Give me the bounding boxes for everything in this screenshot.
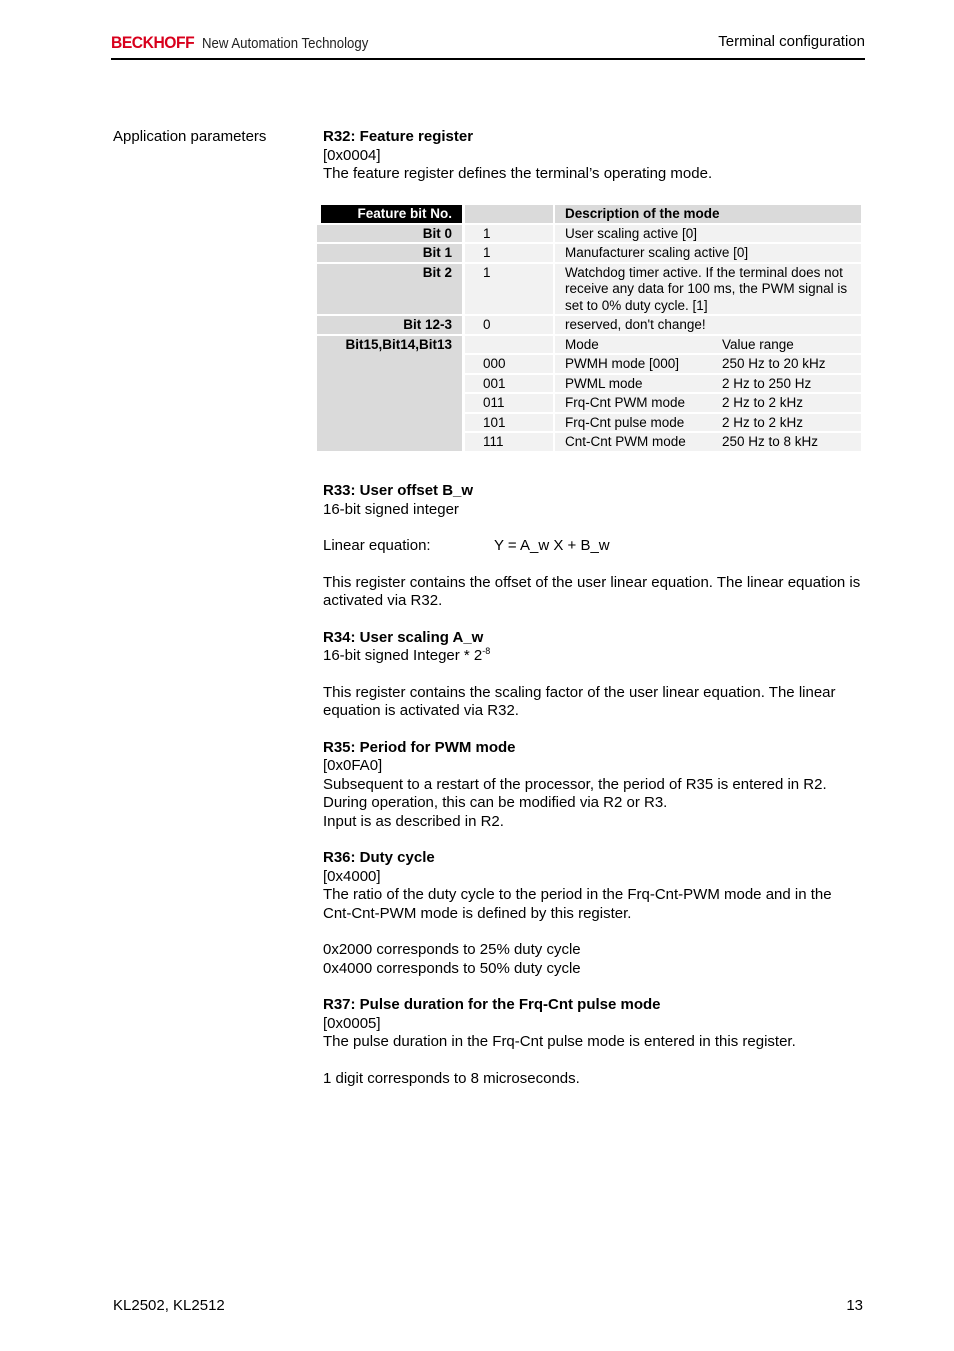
footer-page-number: 13 bbox=[846, 1297, 863, 1314]
logo-tagline: New Automation Technology bbox=[201, 35, 368, 52]
mode-bits-cell: Bit15,Bit14,Bit13 bbox=[317, 336, 465, 451]
r37-description: The pulse duration in the Frq-Cnt pulse mode is entered in this register. bbox=[323, 1033, 796, 1050]
r36-example-2: 0x4000 corresponds to 50% duty cycle bbox=[323, 959, 581, 977]
r34-type bbox=[323, 647, 863, 666]
r34-block bbox=[323, 629, 863, 721]
table-row bbox=[317, 225, 861, 243]
r37-title: R37: Pulse duration for the Frq-Cnt pulse mode bbox=[323, 996, 661, 1013]
r35-block bbox=[323, 739, 863, 832]
register-descriptions bbox=[323, 482, 863, 1106]
eq-label: Linear equation: bbox=[323, 537, 431, 554]
value-cell: 1 bbox=[465, 244, 555, 262]
r34-description: This register contains the scaling factor of the user linear equation. The linear equation is activated via R32. bbox=[323, 683, 836, 719]
r34-title: R34: User scaling A_w bbox=[323, 628, 484, 646]
header-description: Description of the mode bbox=[555, 205, 861, 223]
r34-exponent: -8 bbox=[482, 646, 491, 656]
bit-cell: Bit 2 bbox=[317, 264, 465, 315]
r33-block bbox=[323, 482, 863, 611]
mode-code: 101 bbox=[465, 414, 555, 432]
side-label: Application parameters bbox=[113, 128, 267, 145]
r32-title: R32: Feature register bbox=[323, 128, 474, 145]
mode-cell bbox=[555, 355, 861, 373]
description-cell: reserved, don't change! bbox=[555, 316, 861, 334]
mode-range: 2 Hz to 250 Hz bbox=[722, 375, 812, 391]
r35-line1: Subsequent to a restart of the processor, the period of R35 is entered in R2. bbox=[323, 775, 827, 793]
mode-code: 011 bbox=[465, 394, 555, 412]
table-row bbox=[317, 244, 861, 262]
value-cell: 1 bbox=[465, 264, 555, 315]
mode-code: 111 bbox=[465, 433, 555, 451]
mode-cell bbox=[555, 375, 861, 393]
r37-block bbox=[323, 996, 863, 1088]
page-header bbox=[111, 30, 865, 60]
mode-range: 2 Hz to 2 kHz bbox=[722, 395, 804, 410]
r33-description: This register contains the offset of the user linear equation. The linear equation is activated via R32. bbox=[323, 573, 861, 609]
mode-cell bbox=[555, 433, 861, 451]
r33-type: 16-bit signed integer bbox=[323, 500, 459, 518]
mode-code: 000 bbox=[465, 355, 555, 373]
range-header: Value range bbox=[722, 336, 794, 352]
mode-range: 250 Hz to 8 kHz bbox=[722, 434, 819, 449]
mode-header: Mode bbox=[565, 336, 599, 352]
bit-cell: Bit 1 bbox=[317, 244, 465, 262]
mode-header-row bbox=[317, 336, 861, 354]
logo-brand: BECKHOFF bbox=[111, 33, 195, 52]
footer-product: KL2502, KL2512 bbox=[113, 1297, 225, 1314]
r32-default: [0x0004] bbox=[323, 146, 381, 164]
description-cell: User scaling active [0] bbox=[555, 225, 861, 243]
linear-equation bbox=[323, 537, 863, 556]
mode-cell bbox=[555, 394, 861, 412]
r34-type-text: 16-bit signed Integer * 2 bbox=[323, 647, 483, 664]
eq-formula: Y = A_w X + B_w bbox=[494, 537, 610, 554]
mode-name: Frq-Cnt pulse mode bbox=[565, 414, 685, 430]
r33-title: R33: User offset B_w bbox=[323, 482, 474, 499]
mode-header-cell bbox=[555, 336, 861, 354]
bit-cell: Bit 12-3 bbox=[317, 316, 465, 334]
table-row bbox=[317, 316, 861, 334]
r35-line2: During operation, this can be modified via R2 or R3. bbox=[323, 794, 668, 811]
bit-cell: Bit 0 bbox=[317, 225, 465, 243]
r36-description: The ratio of the duty cycle to the period in the Frq-Cnt-PWM mode and in the Cnt-Cnt-PWM mode is defined by this register. bbox=[323, 886, 832, 922]
r32-block bbox=[323, 128, 863, 184]
value-cell: 0 bbox=[465, 316, 555, 334]
r37-note: 1 digit corresponds to 8 microseconds. bbox=[323, 1069, 580, 1087]
mode-name: PWMH mode [000] bbox=[565, 356, 680, 371]
table-header-row bbox=[317, 205, 861, 223]
description-cell: Watchdog timer active. If the terminal does not receive any data for 100 ms, the PWM signal is set to 0% duty cycle. [1] bbox=[555, 264, 861, 315]
mode-cell bbox=[555, 414, 861, 432]
beckhoff-logo bbox=[111, 33, 391, 53]
table-row bbox=[317, 264, 861, 315]
section-title: Terminal configuration bbox=[718, 33, 865, 50]
header-bit: Feature bit No. bbox=[317, 205, 465, 223]
mode-code: 001 bbox=[465, 375, 555, 393]
value-cell: 1 bbox=[465, 225, 555, 243]
mode-range: 250 Hz to 20 kHz bbox=[722, 356, 826, 371]
description-cell: Manufacturer scaling active [0] bbox=[555, 244, 861, 262]
r35-line3: Input is as described in R2. bbox=[323, 812, 504, 830]
mode-range: 2 Hz to 2 kHz bbox=[722, 414, 804, 430]
r36-block bbox=[323, 849, 863, 978]
r35-title: R35: Period for PWM mode bbox=[323, 738, 516, 756]
header-value bbox=[465, 205, 555, 223]
r36-example-1: 0x2000 corresponds to 25% duty cycle bbox=[323, 941, 581, 958]
mode-name: PWML mode bbox=[565, 375, 643, 391]
feature-table bbox=[317, 203, 861, 453]
r35-default: [0x0FA0] bbox=[323, 757, 383, 774]
r32-description: The feature register defines the terminal’s operating mode. bbox=[323, 165, 713, 182]
value-cell bbox=[465, 336, 555, 354]
r36-title: R36: Duty cycle bbox=[323, 849, 435, 866]
r36-default: [0x4000] bbox=[323, 867, 381, 885]
mode-name: Frq-Cnt PWM mode bbox=[565, 395, 686, 410]
r37-default: [0x0005] bbox=[323, 1014, 381, 1032]
mode-name: Cnt-Cnt PWM mode bbox=[565, 434, 686, 449]
